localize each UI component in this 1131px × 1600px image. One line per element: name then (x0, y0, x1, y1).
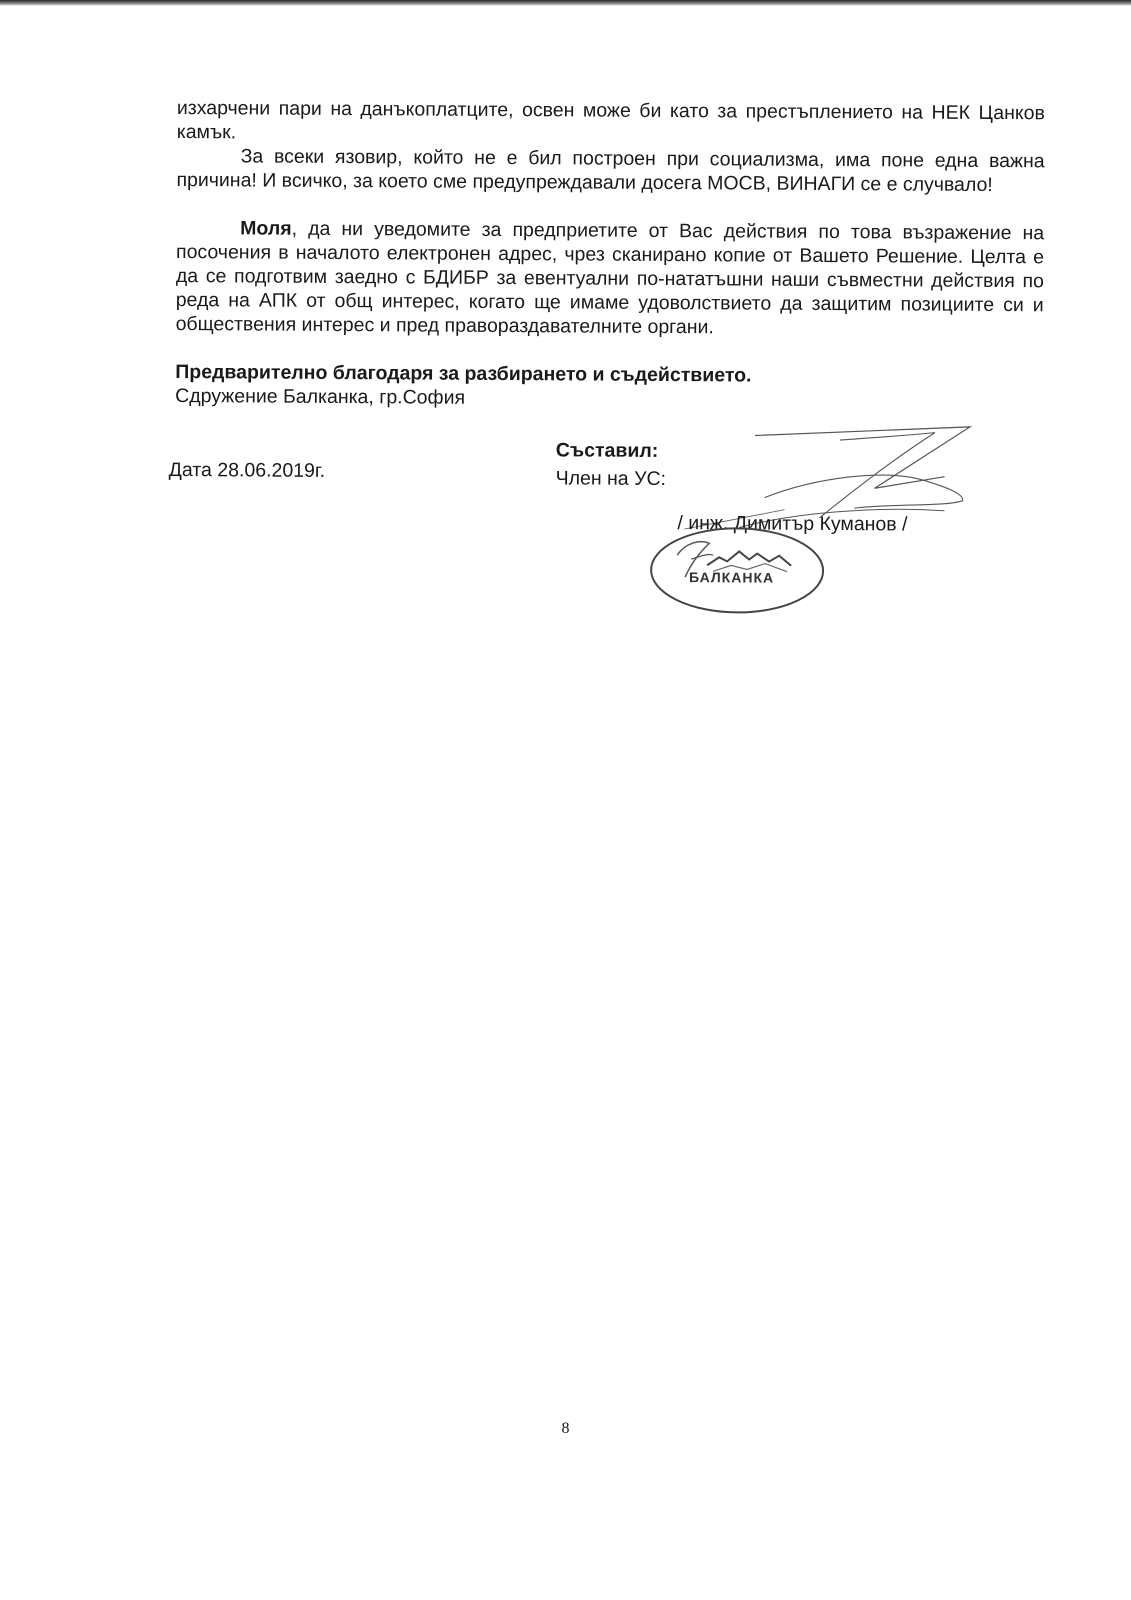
organization-line: Сдружение Балканка, гр.София (175, 384, 466, 409)
compiled-by-label: Съставил: (555, 439, 659, 462)
closing-thanks: Предварително благодаря за разбирането и съдействието. (175, 360, 752, 387)
paragraph-2: За всеки язовир, който не е бил построен при социализма, има поне една важна причина! И всичко, за което сме предупреждавали досега МОСВ, ВИНАГИ се е случвало! (176, 145, 1045, 196)
letter-page (168, 96, 1045, 741)
organization-seal (647, 525, 828, 616)
scan-top-edge (0, 0, 1131, 6)
board-member-label: Член на УС: (555, 467, 667, 490)
paragraph-3-lead: Моля (240, 217, 292, 240)
signatory-name: / инж. Димитър Куманов / (677, 512, 908, 536)
paragraph-3-text: , да ни уведомите за предприетите от Вас действия по това възражение на посочения в началото електронен адрес, чрез сканирано копие от Вашето Решение. Целта е да се подготвим заедно с БДИБР за евентуални по-нататъшни наши съвместни действия по реда на АПК от общ интерес, когато ще имаме удоволствието да защитим позициите си и обществения интерес и пред правораздавателните органи. (175, 217, 1045, 339)
date-line: Дата 28.06.2019г. (168, 458, 326, 482)
page-number: 8 (561, 1420, 570, 1437)
paragraph-3 (176, 216, 1045, 341)
seal-lettering: БАЛКАНКА (689, 569, 775, 586)
paragraph-1: изхарчени пари на данъкоплатците, освен може би като за престъплението на НЕК Цанков камък. (176, 96, 1045, 144)
signature-block (168, 436, 1043, 741)
